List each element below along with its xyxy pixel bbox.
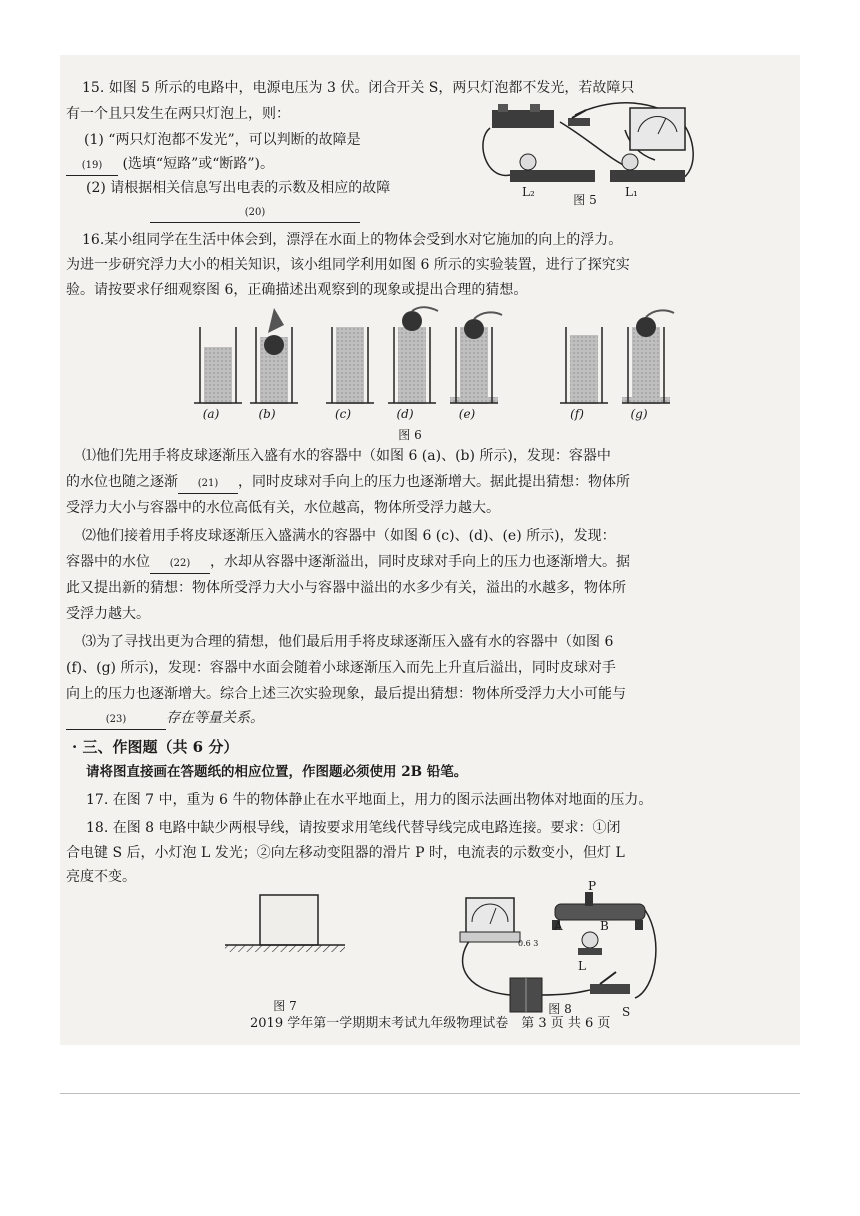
q16-p1-line3: 受浮力大小与容器中的水位高低有关，水位越高，物体所受浮力越大。 <box>66 500 500 516</box>
q15-sub2: (2) 请根据相关信息写出电表的示数及相应的故障 <box>86 180 391 196</box>
fig8-label-b: B <box>600 919 609 933</box>
fig6-label-d: (d) <box>396 407 414 421</box>
hand-b <box>268 308 284 333</box>
answer-blank-20-wrap <box>150 202 360 223</box>
fig8-label-s: S <box>622 1005 631 1019</box>
q16-line2: 为进一步研究浮力大小的相关知识，该小组同学利用如图 6 所示的实验装置，进行了探究实 <box>66 257 630 273</box>
fig6-label-c: (c) <box>334 407 352 421</box>
q16-p2-line4: 受浮力越大。 <box>66 606 150 622</box>
fig6-label-e: (e) <box>458 407 476 421</box>
q16-p2-text2: ，水却从容器中逐渐溢出，同时皮球对手向上的压力也逐渐增大。据 <box>210 554 630 570</box>
q16-p2-line3: 此又提出新的猜想：物体所受浮力大小与容器中溢出的水多少有关，溢出的水越多，物体所 <box>66 580 626 596</box>
section-3-instruction: 请将图直接画在答题纸的相应位置，作图题必须使用 2B 铅笔。 <box>86 764 468 780</box>
page-divider <box>60 1093 800 1094</box>
fig5-label-l2: L₂ <box>522 185 535 199</box>
q16-p3-line1: ⑶为了寻找出更为合理的猜想，他们最后用手将皮球逐渐压入盛有水的容器中（如图 6 <box>82 634 614 650</box>
ball-g <box>636 317 656 337</box>
fig7-caption: 图 7 <box>273 999 297 1013</box>
ball-d <box>402 311 422 331</box>
bulb-l-icon <box>582 932 598 948</box>
beaker-a <box>194 327 242 404</box>
fig8-label-l: L <box>578 959 586 973</box>
q15-line2: 有一个且只发生在两只灯泡上，则： <box>66 106 290 122</box>
beaker-d <box>388 307 438 404</box>
lamp-l1-base <box>610 170 685 182</box>
page-footer: 2019 学年第一学期期末考试九年级物理试卷 第 3 页 共 6 页 <box>250 1016 611 1031</box>
section-3-title: · 三、作图题（共 6 分） <box>72 738 239 756</box>
switch-icon <box>568 118 590 126</box>
fig5-caption: 图 5 <box>573 193 597 207</box>
fig6-label-g: (g) <box>630 407 648 421</box>
q15-sub1-text: (1) “两只灯泡都不发光”，可以判断的故障是 <box>84 132 361 148</box>
bulb-l2-icon <box>520 154 536 170</box>
q16-p1-line2 <box>66 473 630 494</box>
q16-p1-line1: ⑴他们先用手将皮球逐渐压入盛有水的容器中（如图 6 (a)、(b) 所示)，发现：容器中 <box>82 448 611 464</box>
q15-sub1 <box>84 131 361 149</box>
ball-e <box>464 319 484 339</box>
q16-p3-line3: 向上的压力也逐渐增大。综合上述三次实验现象，最后提出猜想：物体所受浮力大小可能与 <box>66 686 626 702</box>
lamp-l2-base <box>510 170 595 182</box>
ground-hatch <box>225 945 345 952</box>
q16-p2-line1: ⑵他们接着用手将皮球逐渐压入盛满水的容器中（如图 6 (c)、(d)、(e) 所示)，发现： <box>82 528 616 544</box>
q18-line3: 亮度不变。 <box>66 869 136 885</box>
q16-p3-line4 <box>66 709 264 730</box>
bulb-l1-icon <box>622 154 638 170</box>
fig8-label-p: P <box>588 879 597 893</box>
q16-p1-text2: ，同时皮球对手向上的压力也逐渐增大。据此提出猜想：物体所 <box>238 474 630 490</box>
q15-sub1-cont <box>66 155 274 176</box>
answer-blank-22: (22) <box>150 555 210 574</box>
answer-blank-20: (20) <box>150 204 360 223</box>
fig6-label-f: (f) <box>570 407 584 421</box>
switch-s-icon <box>590 984 630 994</box>
q18-line1: 18. 在图 8 电路中缺少两根导线，请按要求用笔线代替导线完成电路连接。要求：①闭 <box>86 820 621 836</box>
figure-8-circuit <box>440 880 660 1020</box>
beaker-f <box>560 327 608 404</box>
beaker-e <box>450 312 502 404</box>
answer-blank-23: (23) <box>66 711 166 730</box>
battery-icon <box>492 110 554 128</box>
exam-page-scan <box>60 55 800 1045</box>
fig5-label-l1: L₁ <box>625 185 638 199</box>
q18-line2: 合电键 S 后，小灯泡 L 发光；②向左移动变阻器的滑片 P 时，电流表的示数变小，但灯 L <box>66 845 625 861</box>
figure-7-block <box>220 885 350 965</box>
q16-line3: 验。请按要求仔细观察图 6，正确描述出观察到的现象或提出合理的猜想。 <box>66 282 528 298</box>
q17-text: 17. 在图 7 中，重为 6 牛的物体静止在水平地面上，用力的图示法画出物体对地面的压力。 <box>86 792 653 808</box>
q15-line1: 15. 如图 5 所示的电路中，电源电压为 3 伏。闭合开关 S，两只灯泡都不发光，若故障只 <box>82 80 635 96</box>
figure-6-beakers <box>180 303 680 423</box>
fig6-caption: 图 6 <box>398 428 422 442</box>
q16-p2-line2 <box>66 553 630 574</box>
fig8-meter-range: 0.6 3 <box>518 939 539 948</box>
beaker-b <box>250 308 298 404</box>
fig6-label-a: (a) <box>202 407 220 421</box>
q16-line1: 16.某小组同学在生活中体会到，漂浮在水面上的物体会受到水对它施加的向上的浮力。 <box>82 232 623 248</box>
ball-b <box>264 335 284 355</box>
answer-blank-21: (21) <box>178 475 238 494</box>
q15-sub1-choice: (选填“短路”或“断路”)。 <box>122 156 275 172</box>
beaker-g <box>622 310 674 404</box>
voltmeter-icon <box>630 108 685 150</box>
fig8-label-a: A <box>554 919 563 933</box>
q16-p1-text1: 的水位也随之逐渐 <box>66 474 178 490</box>
block-icon <box>260 895 318 945</box>
fig8-caption: 图 8 <box>548 1002 572 1016</box>
q16-p2-text1: 容器中的水位 <box>66 554 150 570</box>
fig6-label-b: (b) <box>258 407 276 421</box>
beaker-c <box>326 327 374 404</box>
q16-p3-line2: (f)、(g) 所示)，发现：容器中水面会随着小球逐渐压入而先上升直后溢出，同时皮球对手 <box>66 660 616 676</box>
q16-p3-text: 存在等量关系。 <box>166 710 264 726</box>
answer-blank-19: (19) <box>66 157 118 176</box>
